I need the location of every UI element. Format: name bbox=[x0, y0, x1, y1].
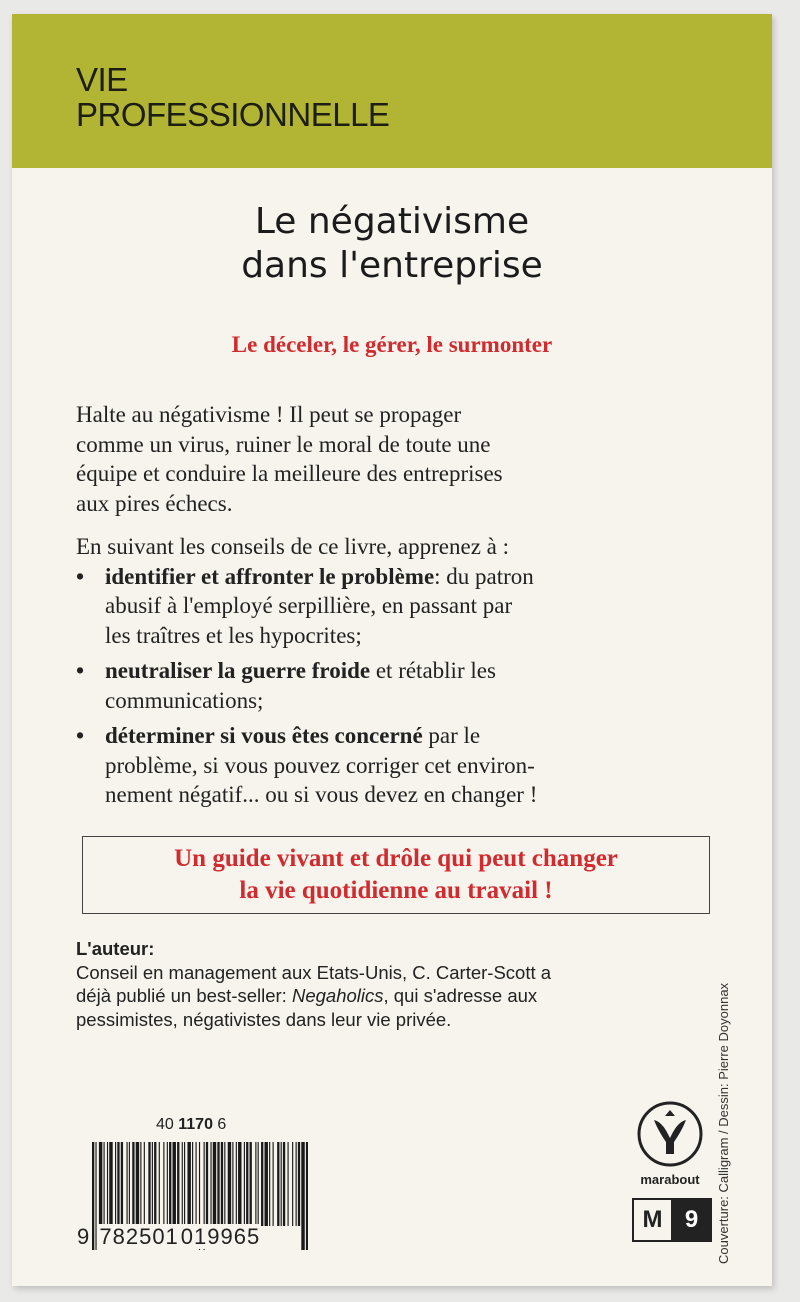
collection-line-2: PROFESSIONNELLE bbox=[76, 96, 390, 133]
barcode-bar bbox=[104, 1142, 105, 1226]
barcode-bar bbox=[163, 1142, 164, 1226]
blurb bbox=[76, 400, 756, 816]
barcode-bar bbox=[221, 1142, 223, 1226]
barcode-bar bbox=[127, 1142, 128, 1226]
barcode-bar bbox=[140, 1142, 141, 1226]
barcode-bar bbox=[169, 1142, 171, 1226]
barcode-bar bbox=[115, 1142, 116, 1226]
barcode-bar bbox=[192, 1142, 193, 1226]
author-heading: L'auteur: bbox=[76, 938, 155, 959]
author-line: pessimistes, négativistes dans leur vie privée. bbox=[76, 1008, 452, 1030]
author-line bbox=[76, 984, 716, 1008]
advice-bold: identifier et affronter le problème bbox=[105, 563, 435, 589]
barcode-bar bbox=[238, 1142, 241, 1226]
barcode-bar bbox=[117, 1142, 119, 1226]
barcode-bar bbox=[250, 1142, 252, 1226]
marabout-bird-logo-icon bbox=[636, 1100, 704, 1168]
title-line-1: Le négativisme bbox=[254, 201, 530, 242]
barcode-bar bbox=[301, 1142, 304, 1250]
barcode-bar bbox=[132, 1142, 134, 1226]
barcode-bar bbox=[292, 1142, 293, 1226]
barcode-bar bbox=[258, 1142, 259, 1226]
book-title bbox=[12, 200, 772, 288]
barcode-bar bbox=[281, 1142, 282, 1226]
advice-list bbox=[76, 562, 756, 810]
author-text: déjà publié un best-seller: bbox=[76, 985, 292, 1006]
barcode-bar bbox=[217, 1142, 219, 1226]
author-section bbox=[76, 937, 716, 1031]
advice-bold: déterminer si vous êtes concerné bbox=[105, 723, 423, 748]
barcode-bar bbox=[255, 1142, 256, 1226]
advice-text: les traîtres et les hypocrites; bbox=[105, 622, 362, 648]
series-badge bbox=[632, 1198, 712, 1242]
advice-text: nement négatif... ou si vous devez en changer ! bbox=[105, 782, 538, 807]
advice-text: abusif à l'employé serpillière, en passant par bbox=[105, 593, 513, 618]
advice-item bbox=[76, 721, 756, 810]
barcode-bar bbox=[144, 1142, 145, 1226]
intro-line: aux pires échecs. bbox=[76, 490, 233, 516]
barcode-bar bbox=[273, 1142, 274, 1226]
barcode-bar bbox=[121, 1142, 123, 1226]
advice-item bbox=[76, 656, 756, 715]
barcode-bar bbox=[109, 1142, 112, 1226]
lead-sentence: En suivant les conseils de ce livre, apprenez à : bbox=[76, 534, 510, 559]
barcode-bar bbox=[154, 1142, 156, 1226]
isbn-group-1: 782501 bbox=[99, 1224, 179, 1249]
barcode-bar bbox=[210, 1142, 211, 1226]
barcode-bar bbox=[107, 1142, 108, 1226]
intro-line: équipe et conduire la meilleure des entreprises bbox=[76, 461, 503, 486]
barcode-bar bbox=[277, 1142, 279, 1226]
barcode-bar bbox=[167, 1142, 168, 1226]
barcode-bar bbox=[265, 1142, 268, 1226]
collection-name bbox=[76, 62, 389, 132]
barcode-bar bbox=[269, 1142, 270, 1226]
code-bold: 1170 bbox=[178, 1116, 213, 1133]
barcode-bar bbox=[213, 1142, 216, 1226]
collection-line-1: VIE bbox=[76, 61, 128, 98]
isbn-number bbox=[76, 1224, 261, 1250]
book-subtitle: Le déceler, le gérer, le surmonter bbox=[231, 332, 553, 357]
author-line: Conseil en management aux Etats-Unis, C. Carter-Scott a bbox=[76, 961, 552, 983]
isbn-group-2: 019965 bbox=[180, 1224, 261, 1249]
barcode-bar bbox=[136, 1142, 139, 1226]
tagline-line-2: la vie quotidienne au travail ! bbox=[239, 877, 553, 904]
advice-item bbox=[76, 562, 756, 651]
barcode-bar bbox=[283, 1142, 285, 1226]
barcode-bar bbox=[288, 1142, 289, 1226]
publisher-name: marabout bbox=[640, 1172, 700, 1187]
code-prefix: 40 bbox=[156, 1116, 179, 1133]
advice-text: problème, si vous pouvez corriger cet environ- bbox=[105, 752, 535, 778]
advice-text: communications; bbox=[105, 687, 264, 713]
series-number: 9 bbox=[673, 1200, 710, 1240]
bullet-icon: • bbox=[76, 563, 85, 589]
barcode-bar bbox=[246, 1142, 248, 1226]
barcode-bar bbox=[236, 1142, 237, 1226]
intro-line: Halte au négativisme ! Il peut se propager bbox=[76, 402, 462, 427]
barcode-bar bbox=[152, 1142, 153, 1226]
intro-paragraph bbox=[76, 400, 756, 518]
code-suffix: 6 bbox=[212, 1116, 227, 1133]
barcode-bar bbox=[173, 1142, 176, 1226]
cover-credit: Couverture: Calligram / Dessin: Pierre Doyonnax bbox=[716, 982, 731, 1264]
bullet-icon: • bbox=[76, 723, 85, 748]
barcode-bar bbox=[206, 1142, 208, 1226]
barcode-bar bbox=[148, 1142, 150, 1226]
intro-line: comme un virus, ruiner le moral de toute une bbox=[76, 431, 491, 457]
barcode-bar bbox=[228, 1142, 231, 1226]
barcode-bar bbox=[129, 1142, 130, 1226]
barcode-bar bbox=[306, 1142, 308, 1250]
title-line-2: dans l'entreprise bbox=[241, 245, 543, 286]
tagline-line-1: Un guide vivant et drôle qui peut changer bbox=[174, 845, 618, 872]
barcode-bar bbox=[244, 1142, 245, 1226]
bullet-icon: • bbox=[76, 658, 85, 683]
barcode-bar bbox=[99, 1142, 102, 1226]
barcode-bar bbox=[232, 1142, 233, 1226]
barcode-bar bbox=[298, 1142, 300, 1226]
barcode-bar bbox=[184, 1142, 185, 1226]
barcode-bar bbox=[196, 1142, 197, 1226]
series-letter: M bbox=[634, 1200, 673, 1240]
barcode-bar bbox=[224, 1142, 225, 1226]
barcode-bar bbox=[187, 1142, 190, 1226]
product-code bbox=[156, 1116, 226, 1134]
isbn-first: 9 bbox=[77, 1224, 91, 1249]
advice-text: et rétablir les bbox=[370, 658, 496, 683]
barcode-bar bbox=[182, 1142, 183, 1226]
tagline-box bbox=[82, 836, 710, 914]
barcode-bar bbox=[177, 1142, 179, 1226]
advice-bold: neutraliser la guerre froide bbox=[105, 658, 371, 683]
barcode-bar bbox=[296, 1142, 297, 1226]
book-reference: Negaholics bbox=[291, 985, 384, 1006]
advice-text: par le bbox=[422, 723, 481, 748]
author-text: , qui s'adresse aux bbox=[383, 985, 538, 1006]
advice-text: : du patron bbox=[434, 563, 534, 589]
barcode-bar bbox=[159, 1142, 160, 1226]
barcode-bar bbox=[261, 1142, 263, 1226]
book-back-cover bbox=[12, 14, 772, 1286]
